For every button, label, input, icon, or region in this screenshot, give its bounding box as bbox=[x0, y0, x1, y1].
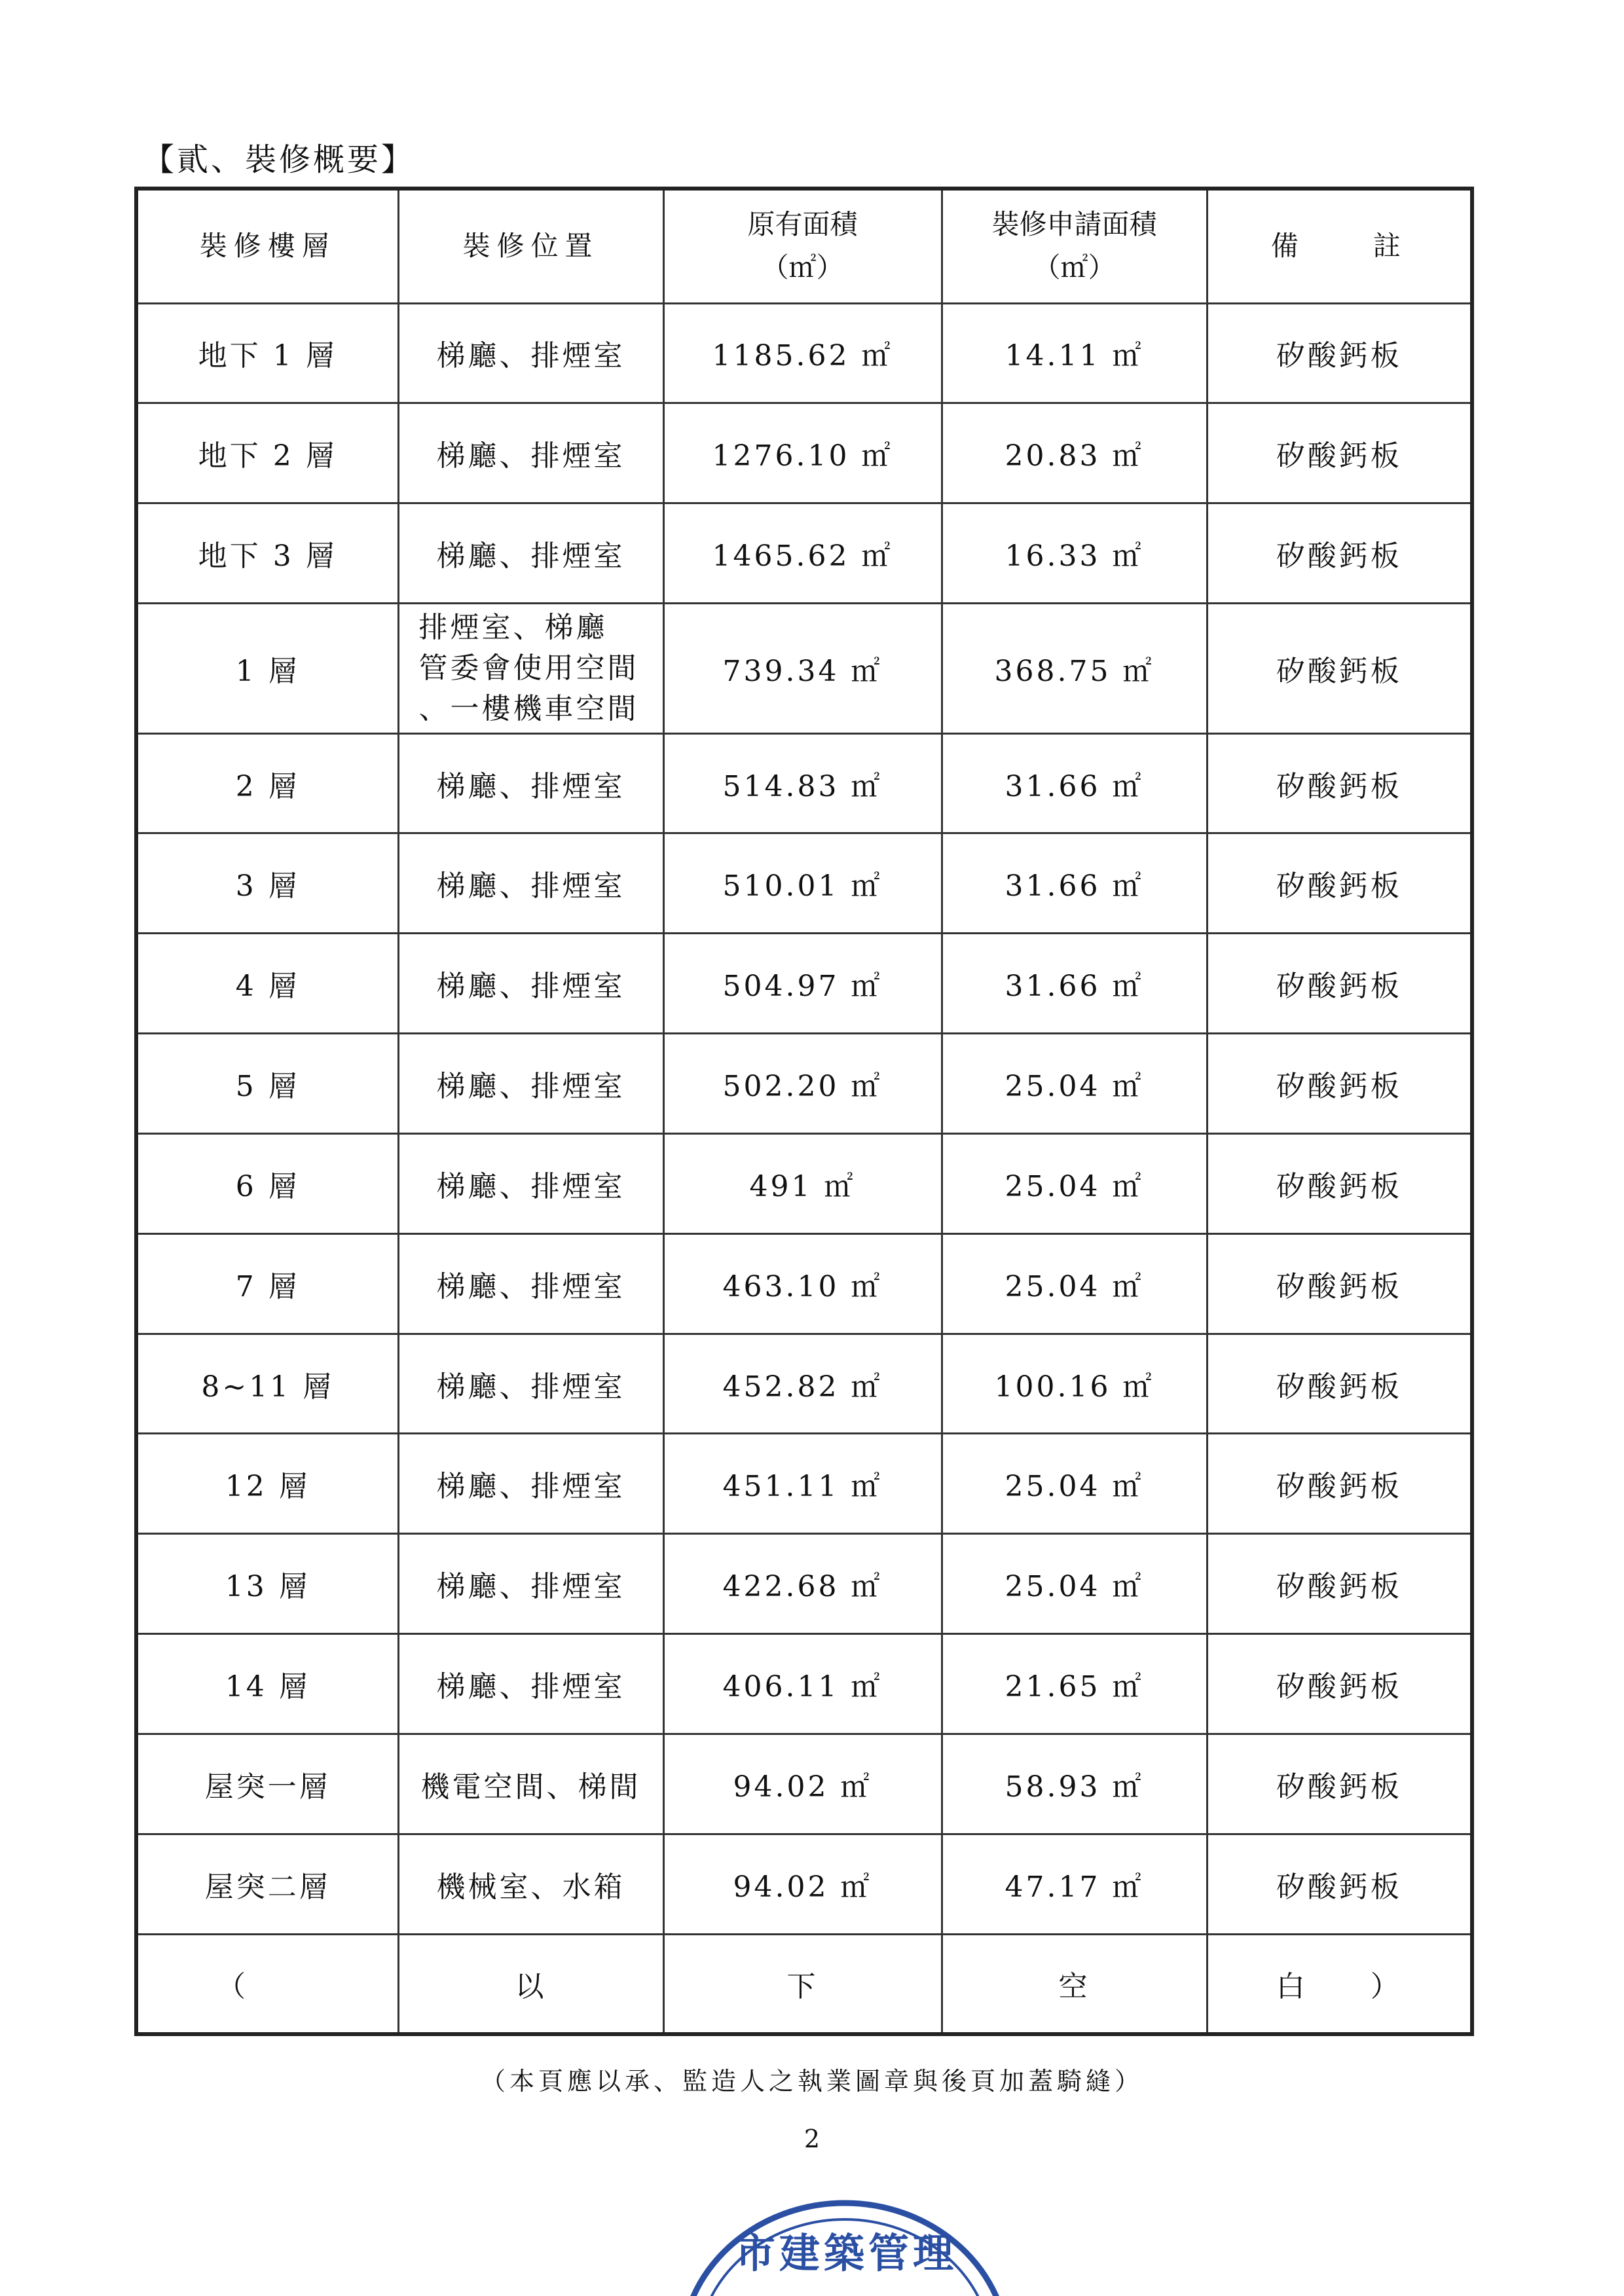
floor-cell: 地下 2 層 bbox=[136, 403, 398, 503]
table-row bbox=[136, 1034, 1472, 1134]
floor-cell: 13 層 bbox=[136, 1534, 398, 1634]
application-area-cell: 31.66 ㎡ bbox=[942, 833, 1207, 934]
header-original-area-label: 原有面積 bbox=[747, 208, 858, 241]
application-area-cell: 25.04 ㎡ bbox=[942, 1133, 1207, 1233]
location-cell: 梯廳、排煙室 bbox=[398, 1434, 663, 1534]
header-floor: 裝修樓層 bbox=[136, 189, 398, 303]
location-cell: 梯廳、排煙室 bbox=[398, 733, 663, 833]
application-area-cell: 25.04 ㎡ bbox=[942, 1534, 1207, 1634]
table-row bbox=[136, 1434, 1472, 1534]
table-row bbox=[136, 1634, 1472, 1734]
original-area-cell: 1185.62 ㎡ bbox=[663, 303, 942, 403]
note-cell: 矽酸鈣板 bbox=[1207, 733, 1472, 833]
header-original-area-unit: （㎡） bbox=[761, 251, 844, 284]
note-cell: 矽酸鈣板 bbox=[1207, 503, 1472, 604]
header-application-area-unit: （㎡） bbox=[1033, 251, 1116, 284]
floor-cell: 屋突二層 bbox=[136, 1834, 398, 1934]
location-cell: 梯廳、排煙室 bbox=[398, 303, 663, 403]
floor-cell: 地下 3 層 bbox=[136, 503, 398, 604]
original-area-cell: 452.82 ㎡ bbox=[663, 1334, 942, 1434]
note-cell: 矽酸鈣板 bbox=[1207, 1534, 1472, 1634]
blank-row-cell: 下 bbox=[663, 1934, 942, 2034]
original-area-cell: 1276.10 ㎡ bbox=[663, 403, 942, 503]
original-area-cell: 422.68 ㎡ bbox=[663, 1534, 942, 1634]
note-cell: 矽酸鈣板 bbox=[1207, 1734, 1472, 1834]
application-area-cell: 368.75 ㎡ bbox=[942, 603, 1207, 733]
table-row bbox=[136, 1834, 1472, 1934]
original-area-cell: 1465.62 ㎡ bbox=[663, 503, 942, 604]
application-area-cell: 58.93 ㎡ bbox=[942, 1734, 1207, 1834]
floor-cell: 地下 1 層 bbox=[136, 303, 398, 403]
table-row bbox=[136, 503, 1472, 604]
location-line: 、一樓機車空間 bbox=[418, 691, 639, 725]
note-cell: 矽酸鈣板 bbox=[1207, 303, 1472, 403]
floor-cell: 8~11 層 bbox=[136, 1334, 398, 1434]
floor-cell: 6 層 bbox=[136, 1133, 398, 1233]
application-area-cell: 25.04 ㎡ bbox=[942, 1034, 1207, 1134]
blank-row bbox=[136, 1934, 1472, 2034]
floor-cell: 3 層 bbox=[136, 833, 398, 934]
official-seal bbox=[674, 2190, 1015, 2296]
application-area-cell: 100.16 ㎡ bbox=[942, 1334, 1207, 1434]
original-area-cell: 406.11 ㎡ bbox=[663, 1634, 942, 1734]
blank-row-cell: （ bbox=[136, 1934, 398, 2034]
note-cell: 矽酸鈣板 bbox=[1207, 1334, 1472, 1434]
table-row bbox=[136, 603, 1472, 733]
floor-cell: 2 層 bbox=[136, 733, 398, 833]
note-cell: 矽酸鈣板 bbox=[1207, 934, 1472, 1034]
application-area-cell: 25.04 ㎡ bbox=[942, 1434, 1207, 1534]
header-note: 備 註 bbox=[1207, 189, 1472, 303]
floor-cell: 12 層 bbox=[136, 1434, 398, 1534]
floor-cell: 4 層 bbox=[136, 934, 398, 1034]
floor-cell: 1 層 bbox=[136, 603, 398, 733]
table-row bbox=[136, 1534, 1472, 1634]
floor-cell: 5 層 bbox=[136, 1034, 398, 1134]
location-cell: 機械室、水箱 bbox=[398, 1834, 663, 1934]
note-cell: 矽酸鈣板 bbox=[1207, 603, 1472, 733]
location-cell: 梯廳、排煙室 bbox=[398, 1334, 663, 1434]
original-area-cell: 94.02 ㎡ bbox=[663, 1734, 942, 1834]
page-title: 【貳、裝修概要】 bbox=[143, 141, 416, 178]
footer-note: （本頁應以承、監造人之執業圖章與後頁加蓋騎縫） bbox=[480, 2067, 1143, 2096]
note-cell: 矽酸鈣板 bbox=[1207, 403, 1472, 503]
original-area-cell: 502.20 ㎡ bbox=[663, 1034, 942, 1134]
blank-row-cell: 空 bbox=[942, 1934, 1207, 2034]
table-row bbox=[136, 833, 1472, 934]
location-cell: 梯廳、排煙室 bbox=[398, 503, 663, 604]
table-row bbox=[136, 733, 1472, 833]
original-area-cell: 504.97 ㎡ bbox=[663, 934, 942, 1034]
seal-text: 市建築管理 bbox=[734, 2229, 958, 2277]
note-cell: 矽酸鈣板 bbox=[1207, 833, 1472, 934]
header-application-area bbox=[942, 189, 1207, 303]
header-original-area bbox=[663, 189, 942, 303]
application-area-cell: 25.04 ㎡ bbox=[942, 1233, 1207, 1334]
original-area-cell: 514.83 ㎡ bbox=[663, 733, 942, 833]
table-row bbox=[136, 1133, 1472, 1233]
floor-cell: 14 層 bbox=[136, 1634, 398, 1734]
application-area-cell: 16.33 ㎡ bbox=[942, 503, 1207, 604]
table-body bbox=[136, 303, 1472, 2034]
original-area-cell: 451.11 ㎡ bbox=[663, 1434, 942, 1534]
original-area-cell: 491 ㎡ bbox=[663, 1133, 942, 1233]
seal-icon bbox=[674, 2190, 1015, 2296]
application-area-cell: 14.11 ㎡ bbox=[942, 303, 1207, 403]
location-line: 管委會使用空間 bbox=[418, 651, 639, 685]
table-row bbox=[136, 1734, 1472, 1834]
floor-cell: 屋突一層 bbox=[136, 1734, 398, 1834]
header-application-area-label: 裝修申請面積 bbox=[991, 208, 1157, 241]
note-cell: 矽酸鈣板 bbox=[1207, 1233, 1472, 1334]
application-area-cell: 20.83 ㎡ bbox=[942, 403, 1207, 503]
note-cell: 矽酸鈣板 bbox=[1207, 1834, 1472, 1934]
location-cell: 梯廳、排煙室 bbox=[398, 1233, 663, 1334]
location-cell: 梯廳、排煙室 bbox=[398, 1133, 663, 1233]
location-cell: 機電空間、梯間 bbox=[398, 1734, 663, 1834]
original-area-cell: 94.02 ㎡ bbox=[663, 1834, 942, 1934]
floor-cell: 7 層 bbox=[136, 1233, 398, 1334]
original-area-cell: 739.34 ㎡ bbox=[663, 603, 942, 733]
note-cell: 矽酸鈣板 bbox=[1207, 1133, 1472, 1233]
location-cell: 梯廳、排煙室 bbox=[398, 1034, 663, 1134]
header-location: 裝修位置 bbox=[398, 189, 663, 303]
location-cell: 梯廳、排煙室 bbox=[398, 1634, 663, 1734]
application-area-cell: 31.66 ㎡ bbox=[942, 733, 1207, 833]
table-row bbox=[136, 403, 1472, 503]
location-cell: 梯廳、排煙室 bbox=[398, 1534, 663, 1634]
blank-row-cell: 以 bbox=[398, 1934, 663, 2034]
location-line: 排煙室、梯廳 bbox=[418, 610, 608, 644]
table-row bbox=[136, 934, 1472, 1034]
original-area-cell: 463.10 ㎡ bbox=[663, 1233, 942, 1334]
table-row bbox=[136, 303, 1472, 403]
table-header-row bbox=[136, 189, 1472, 303]
renovation-summary-table bbox=[134, 187, 1474, 2036]
location-cell: 梯廳、排煙室 bbox=[398, 403, 663, 503]
application-area-cell: 21.65 ㎡ bbox=[942, 1634, 1207, 1734]
application-area-cell: 47.17 ㎡ bbox=[942, 1834, 1207, 1934]
table-row bbox=[136, 1233, 1472, 1334]
original-area-cell: 510.01 ㎡ bbox=[663, 833, 942, 934]
table-row bbox=[136, 1334, 1472, 1434]
page-number: 2 bbox=[803, 2124, 821, 2153]
location-cell: 梯廳、排煙室 bbox=[398, 934, 663, 1034]
note-cell: 矽酸鈣板 bbox=[1207, 1634, 1472, 1734]
note-cell: 矽酸鈣板 bbox=[1207, 1434, 1472, 1534]
location-cell bbox=[398, 603, 663, 733]
application-area-cell: 31.66 ㎡ bbox=[942, 934, 1207, 1034]
location-cell: 梯廳、排煙室 bbox=[398, 833, 663, 934]
note-cell: 矽酸鈣板 bbox=[1207, 1034, 1472, 1134]
blank-row-cell: 白 ） bbox=[1207, 1934, 1472, 2034]
